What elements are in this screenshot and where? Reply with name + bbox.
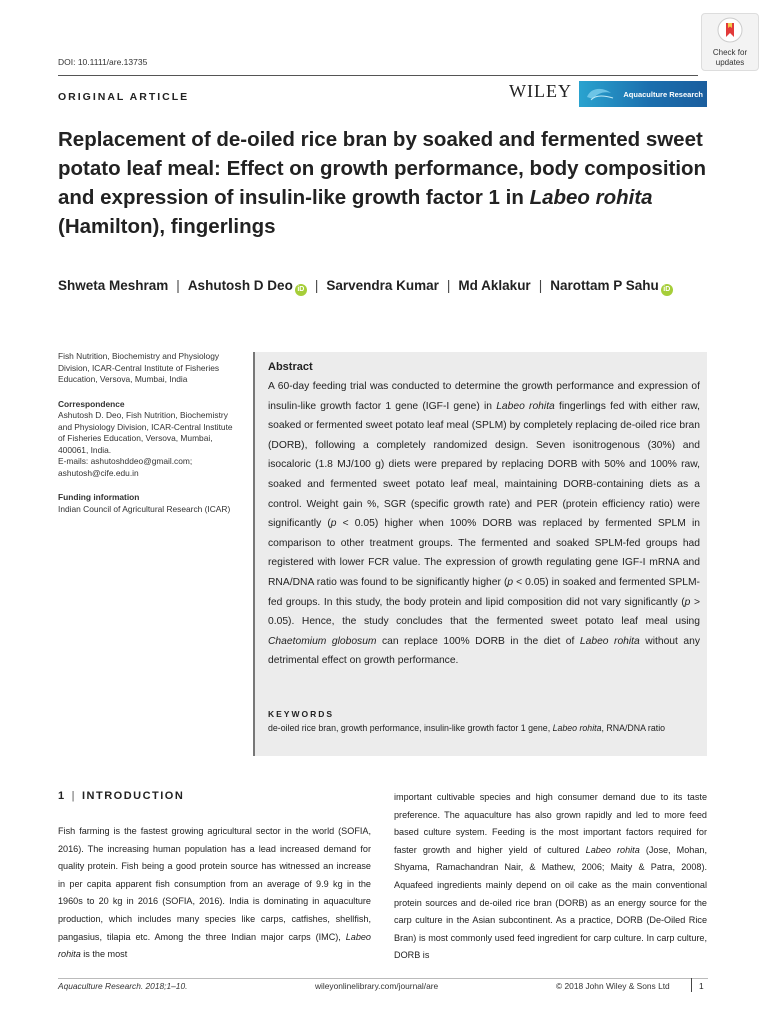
footer-url[interactable]: wileyonlinelibrary.com/journal/are — [315, 981, 439, 991]
author-separator: | — [446, 278, 451, 293]
orcid-icon[interactable]: iD — [661, 284, 673, 296]
article-title — [58, 125, 708, 241]
correspondence-text: Ashutosh D. Deo, Fish Nutrition, Biochemistry and Physiology Division, ICAR-Central Institute of Fisheries Education, Versova, Mumbai, 400061, India. — [58, 410, 233, 455]
title-text-2: (Hamilton), fingerlings — [58, 215, 276, 238]
intro-paragraph-right: important cultivable species and high consumer demand due to its taste preference. The aquaculture has also grown rapidly and led to more feed based culture system. Feeding is the most important factors required for faster growth and higher yield of cultured Labeo rohita (Jose, Mohan, Shyama, Ramachandran Nair, & Mathew, 2006; Maity & Patra, 2008). Aquafeed ingredients mainly depend on oil cake as the main conventional protein sources and de-oiled rice bran (DORB) as an energy source for the carp culture in the Asian subcontinent. As a practice, DORB (De-Oiled Rice Bran) is most commonly used feed ingredient for carp culture. In carp culture, DORB is — [394, 792, 707, 961]
keywords-text: de-oiled rice bran, growth performance, insulin-like growth factor 1 gene, Labeo rohita, RNA/DNA ratio — [268, 723, 666, 733]
funding-heading: Funding information — [58, 492, 140, 502]
author-separator: | — [538, 278, 543, 293]
footer-citation: Aquaculture Research. 2018;1–10. — [58, 981, 188, 991]
keywords-heading: KEYWORDS — [268, 709, 335, 719]
bookmark-icon — [717, 17, 743, 43]
author-list — [58, 273, 708, 298]
footer-rule — [58, 978, 708, 979]
correspondence-emails[interactable]: E-mails: ashutoshddeo@gmail.com; ashutosh@cife.edu.in — [58, 456, 193, 478]
abstract-heading: Abstract — [268, 361, 313, 373]
check-updates-label-2: updates — [715, 57, 745, 67]
footer-divider — [691, 978, 692, 992]
author-info-sidebar — [58, 351, 238, 515]
publisher-logo: WILEY — [509, 81, 572, 101]
title-text-1: Replacement of de-oiled rice bran by soaked and fermented sweet potato leaf meal: Effect on growth performance, body composition and expression of insulin-like growth factor 1 in — [58, 128, 707, 209]
author-3[interactable]: Sarvendra Kumar — [326, 278, 439, 293]
page-number: 1 — [699, 981, 704, 991]
correspondence-heading: Correspondence — [58, 398, 125, 409]
author-separator: | — [176, 278, 180, 293]
check-for-updates-button[interactable] — [701, 13, 759, 71]
author-5[interactable]: Narottam P Sahu — [550, 278, 659, 293]
funding-text: Indian Council of Agricultural Research (ICAR) — [58, 503, 231, 514]
abstract-text: A 60-day feeding trial was conducted to determine the growth performance and expression of insulin-like growth factor 1 gene (IGF-I gene) in Labeo rohita fingerlings fed with either raw, soaked or fermented sweet potato leaf meal (SPLM) by completely replacing de-oiled rice bran (DORB), following a completely randomized design. Seven isonitrogenous (30%) and isocaloric (1.8 MJ/100 g) diets were prepared by replacing DORB with 50% and 100% raw, soaked and fermented sweet potato leaf meal, maintaining DORB-containing diets as a control. Weight gain %, SGR (specific growth rate) and PER (protein efficiency ratio) were significantly (p < 0.05) higher when 100% DORB was replaced by fermented SPLM in comparison to other treatment groups. The fermented and soaked SPLM-fed groups had registered with lower FCR value. The expression of growth regulating gene IGF-I mRNA and RNA/DNA ratio was found to be significantly higher (p < 0.05) in soaked and fermented SPLM-fed groups. In this study, the body protein and lipid composition did not vary significantly (p > 0.05). Hence, the study concludes that the fermented sweet potato leaf meal using Chaetomium globosum can replace 100% DORB in the diet of Labeo rohita without any detrimental effect on growth performance. — [268, 381, 700, 667]
affiliation: Fish Nutrition, Biochemistry and Physiology Division, ICAR-Central Institute of Fisheries Education, Versova, Mumbai, India — [58, 351, 220, 384]
orcid-icon[interactable]: iD — [295, 284, 307, 296]
journal-banner[interactable] — [579, 81, 707, 107]
author-4[interactable]: Md Aklakur — [458, 278, 531, 293]
title-species: Labeo rohita — [529, 186, 653, 209]
shrimp-icon — [585, 85, 615, 103]
author-2[interactable]: Ashutosh D Deo — [187, 278, 293, 293]
check-updates-label-1: Check for — [712, 48, 748, 57]
author-1[interactable]: Shweta Meshram — [58, 278, 169, 293]
author-separator: | — [314, 278, 319, 293]
article-type: ORIGINAL ARTICLE — [58, 91, 190, 103]
intro-paragraph-left: Fish farming is the fastest growing agricultural sector in the world (SOFIA, 2016). The increasing human population has a lead increased demand for quality protein. Fish being a good protein source has witnessed an increase in per capita apparent fish consumption from an average of 9.9 kg in the 1960s to 20 kg in 2016 (SOFIA, 2016). India is dominating in aquaculture production, which includes many species like carps, catfishes, shellfish, pangasius, tilapia etc. Among the three Indian major carps (IMC), Labeo rohita is the most — [58, 826, 371, 960]
footer-copyright: © 2018 John Wiley & Sons Ltd — [556, 981, 670, 991]
section-heading-introduction: 1 | INTRODUCTION — [58, 790, 185, 802]
doi: DOI: 10.1111/are.13735 — [58, 57, 148, 67]
header-rule — [58, 75, 698, 76]
journal-name: Aquaculture Research — [623, 89, 703, 99]
